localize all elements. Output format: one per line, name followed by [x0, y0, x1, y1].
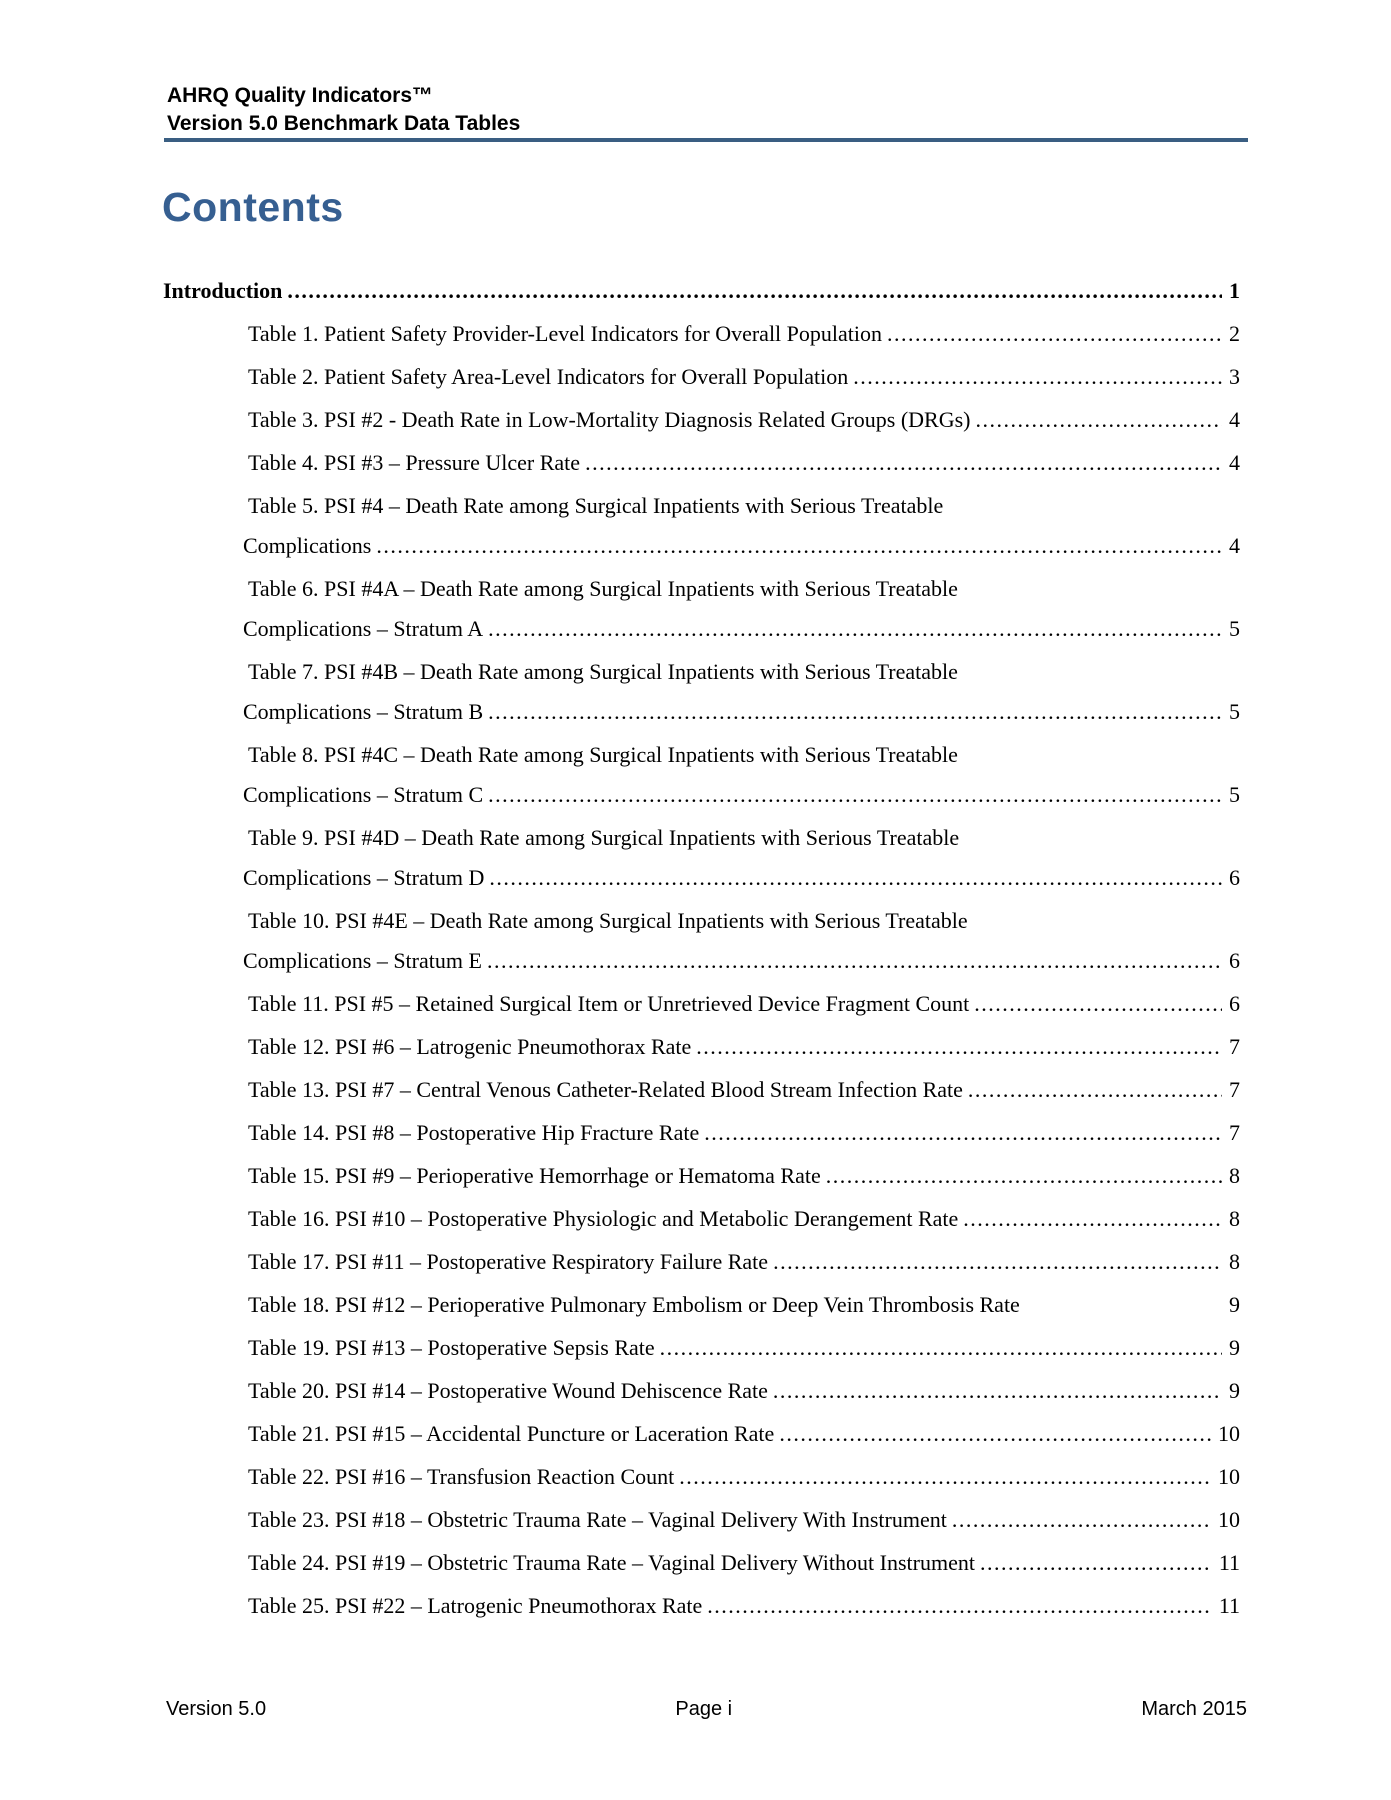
toc-entry-title: Complications – Stratum C: [243, 782, 484, 807]
dot-leader: [487, 941, 1222, 981]
toc-line: [248, 357, 1240, 397]
toc-page-number: 10: [1218, 1507, 1240, 1532]
header-line-1: AHRQ Quality Indicators™: [167, 84, 434, 107]
toc-entry[interactable]: [163, 1027, 1240, 1067]
running-header: [164, 82, 1248, 142]
toc-line: [248, 1242, 1240, 1282]
toc-line: [248, 1156, 1240, 1196]
toc-entry-title: Table 14. PSI #8 – Postoperative Hip Fracture Rate: [248, 1120, 700, 1145]
dot-leader: [779, 1414, 1211, 1454]
toc-line: [248, 1414, 1240, 1454]
dot-leader: [887, 314, 1222, 354]
toc-page-number: 8: [1229, 1206, 1240, 1231]
dot-leader: [963, 1199, 1222, 1239]
toc-page-number: 6: [1229, 948, 1240, 973]
toc-entry-title: Table 6. PSI #4A – Death Rate among Surgical Inpatients with Serious Treatable: [248, 576, 958, 601]
dot-leader: [376, 526, 1222, 566]
toc-entry-title: Table 25. PSI #22 – Latrogenic Pneumothorax Rate: [248, 1593, 703, 1618]
toc-entry[interactable]: [163, 1285, 1240, 1325]
dot-leader: [585, 443, 1222, 483]
toc-page-number: 6: [1229, 865, 1240, 890]
footer-date: March 2015: [1141, 1698, 1247, 1720]
toc-line: [248, 569, 1240, 609]
page-footer: [166, 1697, 1247, 1721]
toc-line: [248, 1070, 1240, 1110]
toc-entry[interactable]: [163, 1543, 1240, 1583]
dot-leader: [660, 1328, 1222, 1368]
toc-page-number: 7: [1229, 1120, 1240, 1145]
toc-entry-title: Table 24. PSI #19 – Obstetric Trauma Rate – Vaginal Delivery Without Instrument: [248, 1550, 975, 1575]
dot-leader: [853, 357, 1222, 397]
toc-entry[interactable]: [163, 271, 1240, 311]
toc-entry[interactable]: [163, 569, 1240, 649]
toc-entry-title: Table 5. PSI #4 – Death Rate among Surgical Inpatients with Serious Treatable: [248, 493, 944, 518]
toc-line: [248, 652, 1240, 692]
toc-entry[interactable]: [163, 1242, 1240, 1282]
dot-leader: [488, 775, 1222, 815]
toc-line: [248, 1285, 1240, 1325]
table-of-contents: [163, 271, 1240, 1626]
toc-entry-title: Complications – Stratum B: [243, 699, 484, 724]
toc-entry[interactable]: [163, 735, 1240, 815]
toc-entry-title: Complications – Stratum D: [243, 865, 485, 890]
dot-leader: [968, 1070, 1222, 1110]
footer-version: Version 5.0: [166, 1698, 267, 1720]
dot-leader: [287, 271, 1222, 311]
dot-leader: [976, 400, 1222, 440]
toc-page-number: 9: [1229, 1292, 1240, 1317]
dot-leader: [1025, 1285, 1222, 1325]
toc-page-number: 1: [1229, 278, 1240, 303]
toc-entry[interactable]: [163, 984, 1240, 1024]
toc-line: [248, 314, 1240, 354]
toc-entry-title: Table 15. PSI #9 – Perioperative Hemorrhage or Hematoma Rate: [248, 1163, 821, 1188]
toc-entry[interactable]: [163, 1457, 1240, 1497]
toc-page-number: 5: [1229, 782, 1240, 807]
toc-entry-title: Complications – Stratum E: [243, 948, 482, 973]
dot-leader: [980, 1543, 1212, 1583]
toc-page-number: 9: [1229, 1378, 1240, 1403]
toc-line: [248, 1457, 1240, 1497]
toc-line: [248, 1543, 1240, 1583]
toc-entry[interactable]: [163, 443, 1240, 483]
dot-leader: [826, 1156, 1222, 1196]
toc-entry[interactable]: [163, 901, 1240, 981]
toc-entry-title: Table 19. PSI #13 – Postoperative Sepsis Rate: [248, 1335, 655, 1360]
header-line-2: Version 5.0 Benchmark Data Tables: [167, 112, 521, 135]
toc-line: [243, 858, 1240, 898]
toc-line: [243, 692, 1240, 732]
toc-line: [248, 818, 1240, 858]
toc-entry[interactable]: [163, 1070, 1240, 1110]
toc-page-number: 5: [1229, 699, 1240, 724]
toc-entry-title: Table 22. PSI #16 – Transfusion Reaction Count: [248, 1464, 675, 1489]
footer-page-number: Page i: [675, 1698, 733, 1720]
toc-entry-title: Table 3. PSI #2 - Death Rate in Low-Mortality Diagnosis Related Groups (DRGs): [248, 407, 971, 432]
toc-entry[interactable]: [163, 1500, 1240, 1540]
toc-line: [248, 901, 1240, 941]
toc-entry-title: Table 16. PSI #10 – Postoperative Physiologic and Metabolic Derangement Rate: [248, 1206, 959, 1231]
dot-leader: [952, 1500, 1211, 1540]
toc-entry[interactable]: [163, 1113, 1240, 1153]
toc-entry-title: Table 20. PSI #14 – Postoperative Wound Dehiscence Rate: [248, 1378, 768, 1403]
toc-line: [243, 609, 1240, 649]
toc-page-number: 7: [1229, 1077, 1240, 1102]
dot-leader: [488, 692, 1222, 732]
dot-leader: [773, 1371, 1222, 1411]
toc-page-number: 11: [1218, 1593, 1240, 1618]
toc-line: [243, 526, 1240, 566]
toc-entry-title: Complications – Stratum A: [243, 616, 484, 641]
toc-line: [248, 443, 1240, 483]
toc-entry[interactable]: [163, 1199, 1240, 1239]
toc-page-number: 8: [1229, 1249, 1240, 1274]
toc-entry-title: Table 23. PSI #18 – Obstetric Trauma Rate – Vaginal Delivery With Instrument: [248, 1507, 947, 1532]
dot-leader: [974, 984, 1222, 1024]
toc-line: [248, 1199, 1240, 1239]
toc-page-number: 9: [1229, 1335, 1240, 1360]
toc-page-number: 2: [1229, 321, 1240, 346]
toc-line: [248, 1328, 1240, 1368]
toc-page-number: 8: [1229, 1163, 1240, 1188]
toc-line: [248, 400, 1240, 440]
toc-entry[interactable]: [163, 314, 1240, 354]
toc-page-number: 4: [1229, 533, 1240, 558]
page-title: Contents: [162, 184, 344, 230]
toc-entry[interactable]: [163, 1414, 1240, 1454]
toc-page-number: 3: [1229, 364, 1240, 389]
toc-entry-title: Table 2. Patient Safety Area-Level Indicators for Overall Population: [248, 364, 849, 389]
toc-entry-title: Table 13. PSI #7 – Central Venous Catheter-Related Blood Stream Infection Rate: [248, 1077, 963, 1102]
toc-page-number: 4: [1229, 407, 1240, 432]
toc-entry[interactable]: [163, 486, 1240, 566]
toc-entry-title: Table 17. PSI #11 – Postoperative Respiratory Failure Rate: [248, 1249, 769, 1274]
dot-leader: [679, 1457, 1211, 1497]
toc-line: [248, 1586, 1240, 1626]
toc-entry-title: Table 12. PSI #6 – Latrogenic Pneumothorax Rate: [248, 1034, 692, 1059]
toc-entry[interactable]: [163, 818, 1240, 898]
toc-page-number: 7: [1229, 1034, 1240, 1059]
toc-entry[interactable]: [163, 652, 1240, 732]
toc-line: [248, 1371, 1240, 1411]
toc-entry-title: Table 18. PSI #12 – Perioperative Pulmonary Embolism or Deep Vein Thrombosis Rate: [248, 1292, 1020, 1317]
toc-entry[interactable]: [163, 1328, 1240, 1368]
toc-line: [248, 1027, 1240, 1067]
toc-entry-title: Table 11. PSI #5 – Retained Surgical Item or Unretrieved Device Fragment Count: [248, 991, 970, 1016]
toc-entry-title: Table 1. Patient Safety Provider-Level Indicators for Overall Population: [248, 321, 883, 346]
toc-page-number: 6: [1229, 991, 1240, 1016]
dot-leader: [488, 609, 1222, 649]
toc-entry-title: Table 4. PSI #3 – Pressure Ulcer Rate: [248, 450, 581, 475]
toc-entry-title: Table 8. PSI #4C – Death Rate among Surgical Inpatients with Serious Treatable: [248, 742, 958, 767]
toc-entry-title: Table 21. PSI #15 – Accidental Puncture or Laceration Rate: [248, 1421, 775, 1446]
dot-leader: [489, 858, 1222, 898]
toc-line: [163, 271, 1240, 311]
toc-line: [243, 775, 1240, 815]
toc-entry[interactable]: [163, 1156, 1240, 1196]
dot-leader: [704, 1113, 1222, 1153]
toc-line: [248, 984, 1240, 1024]
toc-entry-title: Introduction: [163, 278, 283, 303]
toc-entry-title: Complications: [243, 533, 372, 558]
toc-line: [248, 1500, 1240, 1540]
dot-leader: [773, 1242, 1222, 1282]
dot-leader: [696, 1027, 1222, 1067]
toc-entry-title: Table 7. PSI #4B – Death Rate among Surgical Inpatients with Serious Treatable: [248, 659, 958, 684]
toc-page-number: 11: [1218, 1550, 1240, 1575]
toc-page-number: 5: [1229, 616, 1240, 641]
toc-line: [248, 486, 1240, 526]
toc-line: [243, 941, 1240, 981]
toc-page-number: 10: [1218, 1421, 1240, 1446]
toc-entry[interactable]: [163, 400, 1240, 440]
toc-entry[interactable]: [163, 357, 1240, 397]
toc-line: [248, 1113, 1240, 1153]
toc-page-number: 4: [1229, 450, 1240, 475]
toc-line: [248, 735, 1240, 775]
toc-entry-title: Table 10. PSI #4E – Death Rate among Surgical Inpatients with Serious Treatable: [248, 908, 968, 933]
toc-page-number: 10: [1218, 1464, 1240, 1489]
toc-entry-title: Table 9. PSI #4D – Death Rate among Surgical Inpatients with Serious Treatable: [248, 825, 960, 850]
toc-entry[interactable]: [163, 1371, 1240, 1411]
toc-entry[interactable]: [163, 1586, 1240, 1626]
dot-leader: [707, 1586, 1212, 1626]
